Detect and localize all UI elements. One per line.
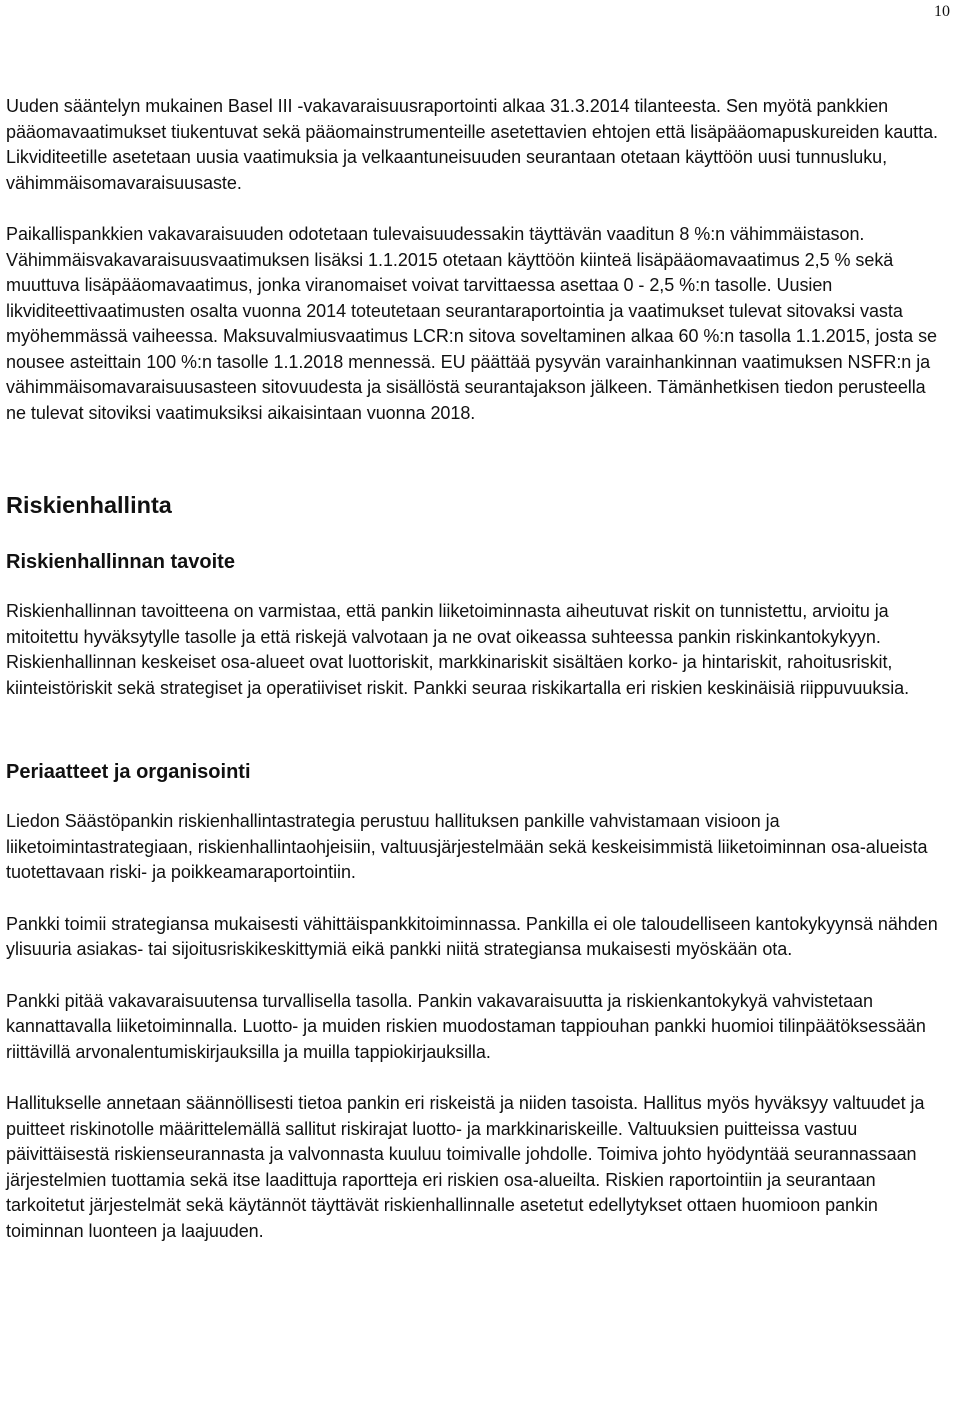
heading-principles: Periaatteet ja organisointi xyxy=(6,761,251,783)
paragraph-basel-iii: Uuden sääntelyn mukainen Basel III -vakavaraisuusraportointi alkaa 31.3.2014 tilanteesta. Sen myötä pankkien pääomavaatimukset tiukentuvat sekä pääomainstrumenteille asetettavien ehtojen että lisäpääomapuskureiden kautta. Likviditeetille asetetaan uusia vaatimuksia ja velkaantuneisuuden seurantaan otetaan käyttöön uusi tunnusluku, vähimmäisomavaraisuusaste. xyxy=(6,96,938,193)
heading-risk-goal: Riskienhallinnan tavoite xyxy=(6,551,235,573)
heading-riskienhallinta: Riskienhallinta xyxy=(6,492,172,518)
paragraph-board-reporting: Hallitukselle annetaan säännöllisesti tietoa pankin eri riskeistä ja niiden tasoista. Hallitus myös hyväksyy valtuudet ja puitteet riskinotolle määrittelemällä sallitut riskirajat luotto- ja markkinariskeille. Valtuuksien puitteissa vastuu päivittäisestä riskienseurannasta ja valvonnasta kuuluu toimivalle johdolle. Toimiva johto hyödyntää seurannassaan järjestelmien tuottamia sekä itse laadittuja raportteja eri riskien osa-alueilta. Riskien raportointiin ja seurantaan tarkoitetut järjestelmät sekä käytännöt täyttävät riskienhallinnalle asetetut edellytykset ottaen huomioon pankin toiminnan luonteen ja laajuuden. xyxy=(6,1093,925,1241)
paragraph-capital-adequacy: Pankki pitää vakavaraisuutensa turvallisella tasolla. Pankin vakavaraisuutta ja riskienkantokykyä vahvistetaan kannattavalla liiketoiminnalla. Luotto- ja muiden riskien muodostaman tappiouhan pankki huomioi tilinpäätöksessään riittävillä arvonalentumiskirjauksilla ja muilla tappiokirjauksilla. xyxy=(6,990,926,1062)
paragraph-retail-banking: Pankki toimii strategiansa mukaisesti vähittäispankkitoiminnassa. Pankilla ei ole taloudelliseen kantokykyynsä nähden ylisuuria asiakas- tai sijoitusriskikeskittymiä eikä pankki niitä strategiansa mukaisesti myöskään ota. xyxy=(6,913,938,959)
page-number: 10 xyxy=(934,3,950,20)
paragraph-strategy: Liedon Säästöpankin riskienhallintastrategia perustuu hallituksen pankille vahvistamaan visioon ja liiketoimintastrategiaan, riskienhallintaohjeisiin, valtuusjärjestelmään sekä keskeisimmistä liiketoiminnan osa-alueista tuotettavaan riski- ja poikkeamaraportointiin. xyxy=(6,811,928,882)
document-body xyxy=(6,94,950,1244)
paragraph-local-banks-capital: Paikallispankkien vakavaraisuuden odotetaan tulevaisuudessakin täyttävän vaaditun 8 %:n vähimmäistason. Vähimmäisvakavaraisuusvaatimuksen lisäksi 1.1.2015 otetaan käyttöön kiinteä lisäpääomavaatimus 2,5 % sekä muuttuva lisäpääomavaatimus, jonka viranomaiset voivat tarvittaessa asettaa 0 - 2,5 %:n tasolle. Uusien likviditeettivaatimusten osalta vuonna 2014 toteutetaan seurantaraportointia ja vaatimukset tulevat sitovaksi vasta myöhemmässä vaiheessa. Maksuvalmiusvaatimus LCR:n sitova soveltaminen alkaa 60 %:n tasolla 1.1.2015, josta se nousee asteittain 100 %:n tasolle 1.1.2018 mennessä. EU päättää pysyvän varainhankinnan vaatimuksen NSFR:n ja vähimmäisomavaraisuusasteen sitovuudesta ja sisällöstä seurantajakson jälkeen. Tämänhetkisen tiedon perusteella ne tulevat sitoviksi vaatimuksiksi aikaisintaan vuonna 2018. xyxy=(6,224,938,423)
paragraph-risk-goal: Riskienhallinnan tavoitteena on varmistaa, että pankin liiketoiminnasta aiheutuvat riskit on tunnistettu, arvioitu ja mitoitettu hyväksytylle tasolle ja että riskejä valvotaan ja ne ovat oikeassa suhteessa pankin riskinkantokykyyn. Riskienhallinnan keskeiset osa-alueet ovat luottoriskit, markkinariskit sisältäen korko- ja hintariskit, rahoitusriskit, kiinteistöriskit sekä strategiset ja operatiiviset riskit. Pankki seuraa riskikartalla eri riskien keskinäisiä riippuvuuksia. xyxy=(6,601,910,698)
